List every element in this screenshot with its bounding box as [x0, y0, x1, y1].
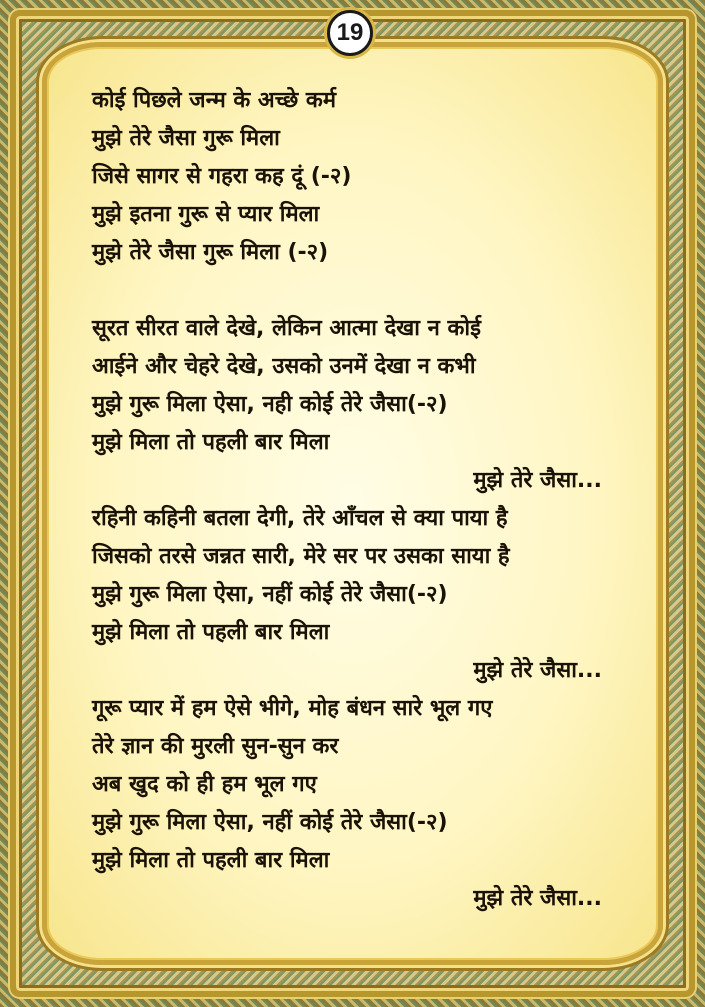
lyric-line: जिसको तरसे जन्नत सारी, मेरे सर पर उसका साया है: [92, 544, 510, 569]
lyrics-body: [92, 82, 632, 918]
refrain-line: मुझे तेरे जैसा...: [473, 886, 602, 911]
lyric-line: आईने और चेहरे देखे, उसको उनमें देखा न कभी: [92, 354, 476, 379]
lyric-line: मुझे मिला तो पहली बार मिला: [92, 848, 330, 873]
refrain-line: मुझे तेरे जैसा...: [473, 658, 602, 683]
lyric-line: तेरे ज्ञान की मुरली सुन-सुन कर: [92, 734, 339, 759]
lyric-line: गूरू प्यार में हम ऐसे भीगे, मोह बंधन सारे भूल गए: [92, 696, 493, 721]
lyric-line: रहिनी कहिनी बतला देगी, तेरे आँचल से क्या पाया है: [92, 506, 508, 531]
lyric-line: मुझे तेरे जैसा गुरू मिला (-२): [92, 240, 329, 265]
page-number: 19: [327, 10, 373, 56]
lyric-line: अब खुद को ही हम भूल गए: [92, 772, 317, 797]
lyric-line: सूरत सीरत वाले देखे, लेकिन आत्मा देखा न कोई: [92, 316, 481, 341]
lyric-line: मुझे मिला तो पहली बार मिला: [92, 620, 330, 645]
lyric-line: मुझे गुरू मिला ऐसा, नही कोई तेरे जैसा(-२): [92, 392, 448, 417]
refrain-line: मुझे तेरे जैसा...: [473, 468, 602, 493]
lyric-line: मुझे गुरू मिला ऐसा, नहीं कोई तेरे जैसा(-२): [92, 582, 448, 607]
lyric-line: मुझे गुरू मिला ऐसा, नहीं कोई तेरे जैसा(-२): [92, 810, 448, 835]
lyric-line: जिसे सागर से गहरा कह दूं (-२): [92, 164, 352, 189]
lyric-line: कोई पिछले जन्म के अच्छे कर्म: [92, 88, 336, 113]
lyric-line: मुझे तेरे जैसा गुरू मिला: [92, 126, 280, 151]
lyric-line: मुझे इतना गुरू से प्यार मिला: [92, 202, 320, 227]
lyric-line: मुझे मिला तो पहली बार मिला: [92, 430, 330, 455]
stanza-gap: [92, 272, 632, 310]
